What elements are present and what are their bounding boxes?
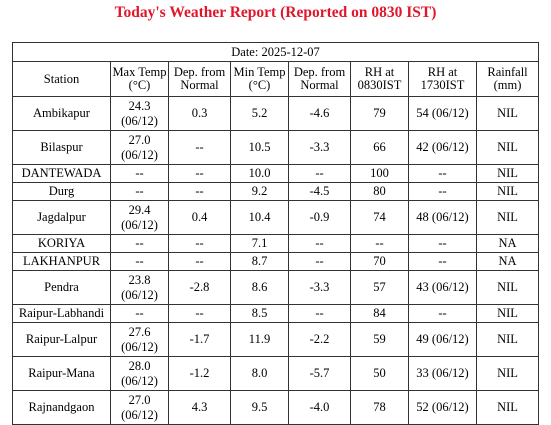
cell-max-dep: -- — [169, 253, 231, 271]
cell-min-dep: -- — [289, 235, 351, 253]
cell-min-temp: 8.7 — [231, 253, 289, 271]
cell-rh-1730: -- — [409, 253, 477, 271]
cell-max-dep: -- — [169, 235, 231, 253]
cell-rainfall: NIL — [477, 357, 539, 391]
cell-min-dep: -2.2 — [289, 323, 351, 357]
cell-max-dep: 0.3 — [169, 97, 231, 131]
cell-min-temp: 8.5 — [231, 305, 289, 323]
cell-station: Raipur-Lalpur — [13, 323, 111, 357]
cell-rh-0830: 66 — [351, 131, 409, 165]
cell-station: Jagdalpur — [13, 201, 111, 235]
cell-station: Bilaspur — [13, 131, 111, 165]
weather-table-container — [12, 42, 538, 425]
cell-rh-1730: 48 (06/12) — [409, 201, 477, 235]
weather-table — [12, 42, 539, 425]
cell-max-temp: 28.0 (06/12) — [111, 357, 169, 391]
cell-rh-0830: 50 — [351, 357, 409, 391]
cell-max-temp: 27.6 (06/12) — [111, 323, 169, 357]
cell-rh-1730: 49 (06/12) — [409, 323, 477, 357]
cell-min-temp: 10.4 — [231, 201, 289, 235]
cell-rainfall: NIL — [477, 305, 539, 323]
cell-min-dep: -- — [289, 305, 351, 323]
table-row — [13, 253, 539, 271]
cell-min-temp: 11.9 — [231, 323, 289, 357]
cell-min-temp: 8.6 — [231, 271, 289, 305]
cell-rh-0830: 100 — [351, 165, 409, 183]
header-rh-0830: RH at 0830IST — [351, 62, 409, 97]
cell-min-dep: -- — [289, 165, 351, 183]
cell-max-dep: 0.4 — [169, 201, 231, 235]
cell-rh-1730: 43 (06/12) — [409, 271, 477, 305]
cell-max-dep: -- — [169, 131, 231, 165]
cell-rh-0830: 79 — [351, 97, 409, 131]
table-row — [13, 97, 539, 131]
header-min-dep: Dep. from Normal — [289, 62, 351, 97]
cell-max-dep: -2.8 — [169, 271, 231, 305]
cell-max-temp: 29.4 (06/12) — [111, 201, 169, 235]
cell-rh-0830: 74 — [351, 201, 409, 235]
cell-rh-1730: 33 (06/12) — [409, 357, 477, 391]
cell-station: Durg — [13, 183, 111, 201]
cell-max-temp: 27.0 (06/12) — [111, 131, 169, 165]
table-row — [13, 235, 539, 253]
cell-rh-0830: 84 — [351, 305, 409, 323]
cell-station: Pendra — [13, 271, 111, 305]
cell-rh-1730: -- — [409, 305, 477, 323]
cell-rainfall: NA — [477, 253, 539, 271]
cell-min-dep: -3.3 — [289, 131, 351, 165]
cell-rh-1730: 54 (06/12) — [409, 97, 477, 131]
cell-max-temp: 27.0 (06/12) — [111, 391, 169, 425]
header-rainfall: Rainfall (mm) — [477, 62, 539, 97]
cell-station: DANTEWADA — [13, 165, 111, 183]
cell-min-temp: 5.2 — [231, 97, 289, 131]
table-row — [13, 131, 539, 165]
cell-max-dep: -- — [169, 305, 231, 323]
cell-rainfall: NIL — [477, 271, 539, 305]
cell-rh-1730: -- — [409, 165, 477, 183]
cell-rainfall: NIL — [477, 323, 539, 357]
cell-max-dep: 4.3 — [169, 391, 231, 425]
cell-rainfall: NIL — [477, 97, 539, 131]
cell-min-dep: -4.6 — [289, 97, 351, 131]
cell-min-temp: 9.2 — [231, 183, 289, 201]
date-row — [13, 43, 539, 62]
header-max-temp: Max Temp (°C) — [111, 62, 169, 97]
header-row — [13, 62, 539, 97]
cell-min-dep: -5.7 — [289, 357, 351, 391]
cell-rh-0830: 59 — [351, 323, 409, 357]
cell-rainfall: NIL — [477, 391, 539, 425]
cell-min-dep: -- — [289, 253, 351, 271]
cell-max-temp: -- — [111, 165, 169, 183]
table-row — [13, 323, 539, 357]
cell-min-temp: 10.0 — [231, 165, 289, 183]
cell-rh-1730: 52 (06/12) — [409, 391, 477, 425]
cell-max-temp: -- — [111, 253, 169, 271]
cell-station: Raipur-Labhandi — [13, 305, 111, 323]
cell-station: Rajnandgaon — [13, 391, 111, 425]
cell-max-temp: -- — [111, 235, 169, 253]
cell-max-dep: -- — [169, 183, 231, 201]
report-date: Date: 2025-12-07 — [13, 43, 539, 62]
cell-max-dep: -1.2 — [169, 357, 231, 391]
table-row — [13, 183, 539, 201]
table-row — [13, 357, 539, 391]
cell-max-dep: -- — [169, 165, 231, 183]
cell-max-temp: -- — [111, 183, 169, 201]
cell-station: LAKHANPUR — [13, 253, 111, 271]
report-title: Today's Weather Report (Reported on 0830 IST) — [114, 4, 437, 21]
cell-rainfall: NIL — [477, 165, 539, 183]
header-rh-1730: RH at 1730IST — [409, 62, 477, 97]
cell-max-temp: 24.3 (06/12) — [111, 97, 169, 131]
table-row — [13, 391, 539, 425]
cell-min-temp: 7.1 — [231, 235, 289, 253]
cell-min-dep: -4.5 — [289, 183, 351, 201]
cell-rh-0830: -- — [351, 235, 409, 253]
cell-rh-0830: 57 — [351, 271, 409, 305]
cell-rh-1730: -- — [409, 235, 477, 253]
cell-rh-0830: 78 — [351, 391, 409, 425]
cell-rainfall: NIL — [477, 201, 539, 235]
cell-rh-1730: -- — [409, 183, 477, 201]
table-row — [13, 271, 539, 305]
cell-station: KORIYA — [13, 235, 111, 253]
cell-min-dep: -3.3 — [289, 271, 351, 305]
cell-rainfall: NA — [477, 235, 539, 253]
cell-rh-0830: 80 — [351, 183, 409, 201]
cell-rainfall: NIL — [477, 183, 539, 201]
header-max-dep: Dep. from Normal — [169, 62, 231, 97]
header-station: Station — [13, 62, 111, 97]
cell-min-dep: -4.0 — [289, 391, 351, 425]
header-min-temp: Min Temp (°C) — [231, 62, 289, 97]
cell-station: Raipur-Mana — [13, 357, 111, 391]
cell-max-temp: -- — [111, 305, 169, 323]
cell-rh-1730: 42 (06/12) — [409, 131, 477, 165]
cell-min-temp: 9.5 — [231, 391, 289, 425]
cell-station: Ambikapur — [13, 97, 111, 131]
cell-min-temp: 10.5 — [231, 131, 289, 165]
cell-min-temp: 8.0 — [231, 357, 289, 391]
cell-rainfall: NIL — [477, 131, 539, 165]
cell-max-dep: -1.7 — [169, 323, 231, 357]
cell-rh-0830: 70 — [351, 253, 409, 271]
cell-min-dep: -0.9 — [289, 201, 351, 235]
table-row — [13, 165, 539, 183]
table-row — [13, 305, 539, 323]
cell-max-temp: 23.8 (06/12) — [111, 271, 169, 305]
table-row — [13, 201, 539, 235]
